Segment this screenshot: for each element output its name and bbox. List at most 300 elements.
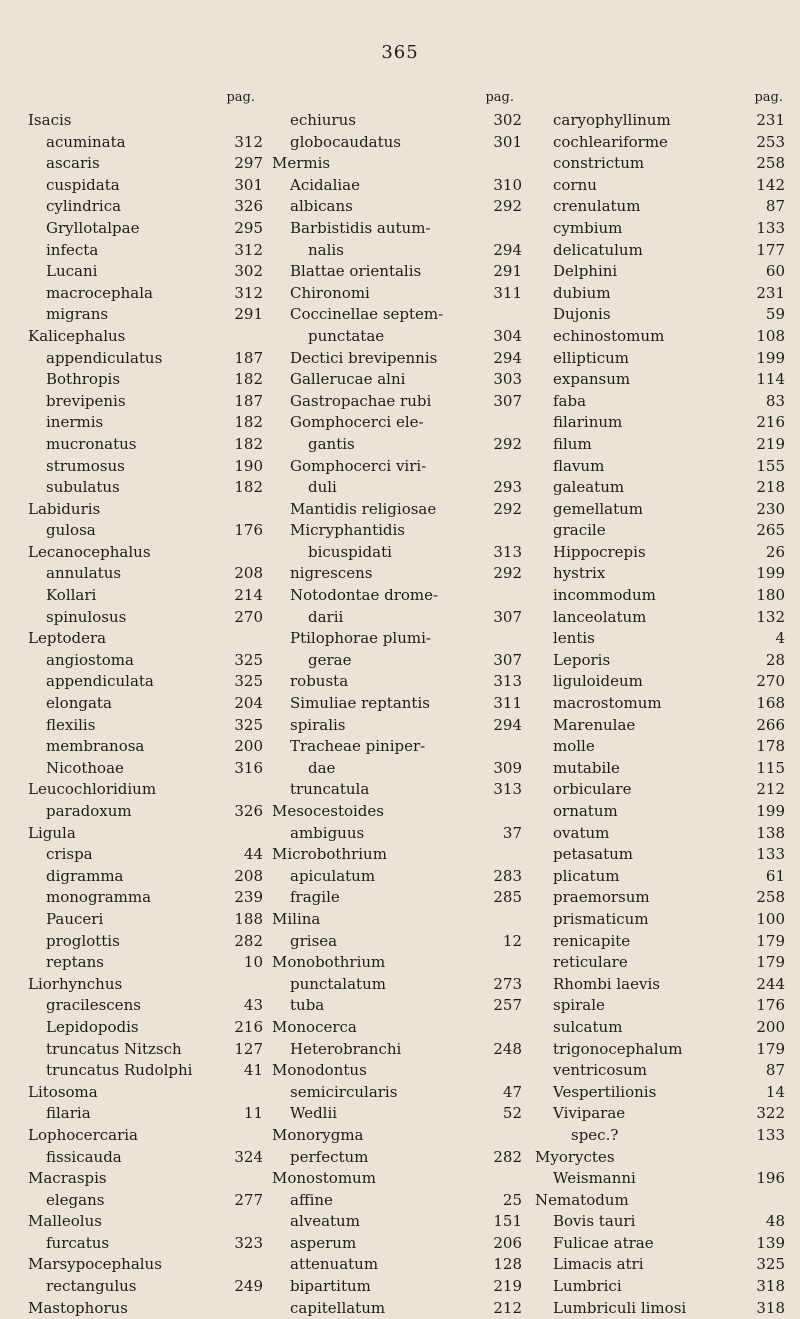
index-entry	[28, 563, 263, 585]
entry-page: 179	[756, 953, 785, 972]
entry-name: echinostomum	[553, 326, 665, 345]
index-entry	[28, 1276, 263, 1298]
entry-page: 4	[775, 629, 785, 648]
entry-name: angiostoma	[46, 650, 134, 669]
pag-header: pag.	[485, 90, 514, 105]
index-entry	[272, 1060, 522, 1082]
index-entry	[272, 499, 522, 521]
index-entry	[272, 671, 522, 693]
entry-name: Marenulae	[553, 715, 636, 734]
entry-page: 12	[502, 931, 522, 950]
index-entry	[272, 909, 522, 931]
entry-page: 239	[234, 888, 263, 907]
entry-name: Rhombi laevis	[553, 974, 660, 993]
pag-header: pag.	[754, 90, 783, 105]
entry-name: cylindrica	[46, 197, 122, 216]
index-entry	[272, 1168, 522, 1190]
entry-name: Delphini	[553, 262, 618, 281]
index-entry	[28, 240, 263, 262]
entry-name: Marsypocephalus	[28, 1255, 162, 1274]
entry-name: Dectici brevipennis	[290, 348, 438, 367]
index-entry	[28, 931, 263, 953]
entry-page: 100	[756, 909, 785, 928]
entry-page: 313	[493, 672, 522, 691]
entry-name: macrostomum	[553, 694, 662, 713]
entry-name: Fulicae atrae	[553, 1233, 654, 1252]
entry-name: elongata	[46, 694, 112, 713]
entry-name: punctatae	[308, 326, 385, 345]
index-entry	[28, 844, 263, 866]
entry-name: crispa	[46, 845, 93, 864]
index-entry	[272, 1125, 522, 1147]
entry-page: 115	[756, 758, 785, 777]
entry-name: cymbium	[553, 218, 623, 237]
entry-page: 297	[234, 154, 263, 173]
entry-name: Nematodum	[535, 1190, 629, 1209]
entry-name: flexilis	[46, 715, 96, 734]
entry-page: 310	[493, 175, 522, 194]
index-entry	[28, 218, 263, 240]
entry-name: Ptilophorae plumi-	[290, 629, 431, 648]
entry-name: Simuliae reptantis	[290, 694, 430, 713]
entry-page: 199	[756, 564, 785, 583]
entry-name: Limacis atri	[553, 1255, 644, 1274]
entry-name: appendiculatus	[46, 348, 163, 367]
index-entry	[28, 1190, 263, 1212]
entry-page: 133	[756, 845, 785, 864]
entry-page: 309	[493, 758, 522, 777]
entry-name: echiurus	[290, 111, 356, 129]
entry-name: Gomphocerci viri-	[290, 456, 427, 475]
index-entry	[535, 693, 785, 715]
entry-page: 155	[756, 456, 785, 475]
entry-name: grisea	[290, 931, 338, 950]
index-entry	[272, 974, 522, 996]
index-entry	[272, 153, 522, 175]
index-entry	[535, 650, 785, 672]
entry-page: 304	[493, 326, 522, 345]
entry-name: duli	[308, 478, 337, 497]
entry-page: 142	[756, 175, 785, 194]
index-entry	[272, 1017, 522, 1039]
index-entry	[535, 1276, 785, 1298]
entry-page: 244	[756, 974, 785, 993]
entry-page: 248	[493, 1039, 522, 1058]
index-entry	[272, 326, 522, 348]
entry-name: renicapite	[553, 931, 631, 950]
entry-page: 324	[234, 1147, 263, 1166]
entry-page: 303	[493, 370, 522, 389]
index-entry	[272, 887, 522, 909]
index-entry	[272, 563, 522, 585]
entry-page: 218	[756, 478, 785, 497]
entry-page: 196	[756, 1169, 785, 1188]
entry-name: crenulatum	[553, 197, 641, 216]
index-entry	[272, 1039, 522, 1061]
index-entry	[28, 1082, 263, 1104]
index-entry	[272, 304, 522, 326]
entry-name: Lophocercaria	[28, 1125, 138, 1144]
entry-name: darii	[308, 607, 344, 626]
index-entry	[28, 736, 263, 758]
entry-page: 295	[234, 218, 263, 237]
entry-name: spinulosus	[46, 607, 127, 626]
entry-name: Leucochloridium	[28, 780, 157, 799]
entry-page: 266	[756, 715, 785, 734]
index-entry	[272, 542, 522, 564]
entry-name: Hippocrepis	[553, 542, 646, 561]
index-entry	[272, 1211, 522, 1233]
entry-name: ovatum	[553, 823, 610, 842]
index-entry	[28, 369, 263, 391]
index-entry	[272, 1233, 522, 1255]
index-entry	[28, 952, 263, 974]
entry-name: digramma	[46, 866, 124, 885]
entry-page: 282	[493, 1147, 522, 1166]
entry-page: 187	[234, 348, 263, 367]
entry-page: 87	[765, 197, 785, 216]
entry-page: 307	[493, 650, 522, 669]
index-entry	[535, 887, 785, 909]
entry-page: 83	[765, 391, 785, 410]
entry-name: spiralis	[290, 715, 346, 734]
index-entry	[28, 261, 263, 283]
entry-name: petasatum	[553, 845, 634, 864]
entry-page: 219	[756, 434, 785, 453]
index-entry	[28, 542, 263, 564]
entry-name: dubium	[553, 283, 611, 302]
index-entry	[535, 1017, 785, 1039]
index-entry	[272, 628, 522, 650]
index-entry	[535, 1190, 785, 1212]
entry-page: 128	[493, 1255, 522, 1274]
entry-page: 48	[765, 1212, 785, 1231]
entry-name: punctalatum	[290, 974, 386, 993]
entry-name: Heterobranchi	[290, 1039, 402, 1058]
index-entry	[272, 520, 522, 542]
index-entry	[535, 283, 785, 305]
entry-name: perfectum	[290, 1147, 369, 1166]
entry-page: 313	[493, 542, 522, 561]
index-entry	[272, 240, 522, 262]
entry-name: ellipticum	[553, 348, 629, 367]
entry-page: 208	[234, 866, 263, 885]
entry-name: monogramma	[46, 888, 152, 907]
index-entry	[272, 952, 522, 974]
entry-name: incommodum	[553, 586, 656, 605]
index-entry	[28, 391, 263, 413]
entry-name: rectangulus	[46, 1277, 137, 1296]
entry-name: acuminata	[46, 132, 126, 151]
entry-name: Wedlii	[290, 1104, 338, 1123]
entry-name: Leporis	[553, 650, 611, 669]
index-entry	[535, 240, 785, 262]
index-entry	[28, 974, 263, 996]
entry-name: strumosus	[46, 456, 125, 475]
index-entry	[535, 1039, 785, 1061]
entry-name: inermis	[46, 413, 104, 432]
index-entry	[535, 1147, 785, 1169]
entry-name: Labiduris	[28, 499, 101, 518]
entry-name: orbiculare	[553, 780, 632, 799]
entry-name: Monocerca	[272, 1017, 357, 1036]
index-entry	[535, 326, 785, 348]
entry-page: 258	[756, 888, 785, 907]
entry-page: 25	[502, 1190, 522, 1209]
index-entry	[535, 866, 785, 888]
entry-page: 294	[493, 240, 522, 259]
entry-name: expansum	[553, 370, 631, 389]
index-entry	[272, 823, 522, 845]
entry-page: 313	[493, 780, 522, 799]
page-number: 365	[381, 42, 419, 63]
index-entry	[28, 175, 263, 197]
index-entry	[272, 1147, 522, 1169]
entry-page: 133	[756, 1125, 785, 1144]
index-entry	[272, 844, 522, 866]
index-entry	[28, 132, 263, 154]
index-entry	[535, 348, 785, 370]
entry-name: reticulare	[553, 953, 628, 972]
entry-name: Lucani	[46, 262, 98, 281]
entry-name: Kalicephalus	[28, 326, 126, 345]
entry-page: 43	[243, 996, 263, 1015]
entry-name: hystrix	[553, 564, 606, 583]
entry-page: 270	[234, 607, 263, 626]
entry-name: Leptodera	[28, 629, 107, 648]
index-entry	[535, 995, 785, 1017]
index-entry	[28, 110, 263, 132]
entry-page: 301	[493, 132, 522, 151]
index-entry	[28, 607, 263, 629]
pag-header: pag.	[226, 90, 255, 105]
index-entry	[28, 1233, 263, 1255]
entry-name: Gryllotalpae	[46, 218, 140, 237]
index-entry	[272, 348, 522, 370]
entry-page: 44	[243, 845, 263, 864]
index-entry	[535, 715, 785, 737]
index-entry	[535, 607, 785, 629]
entry-name: brevipenis	[46, 391, 126, 410]
index-entry	[272, 585, 522, 607]
entry-name: Microbothrium	[272, 845, 387, 864]
entry-name: trigonocephalum	[553, 1039, 683, 1058]
index-entry	[535, 132, 785, 154]
index-entry	[272, 801, 522, 823]
entry-name: Monobothrium	[272, 953, 386, 972]
index-entry	[535, 456, 785, 478]
entry-page: 127	[234, 1039, 263, 1058]
index-entry	[272, 1082, 522, 1104]
entry-name: nigrescens	[290, 564, 373, 583]
index-entry	[28, 671, 263, 693]
entry-page: 312	[234, 283, 263, 302]
entry-name: apiculatum	[290, 866, 376, 885]
index-entry	[28, 1060, 263, 1082]
entry-page: 325	[234, 715, 263, 734]
entry-page: 180	[756, 586, 785, 605]
index-entry	[272, 758, 522, 780]
index-entry	[272, 369, 522, 391]
entry-page: 182	[234, 434, 263, 453]
entry-page: 178	[756, 737, 785, 756]
entry-name: attenuatum	[290, 1255, 379, 1274]
index-entry	[272, 1254, 522, 1276]
entry-page: 133	[756, 218, 785, 237]
index-entry	[535, 736, 785, 758]
entry-name: Tracheae piniper-	[290, 737, 426, 756]
entry-name: liguloideum	[553, 672, 643, 691]
entry-page: 294	[493, 348, 522, 367]
index-entry	[535, 175, 785, 197]
entry-page: 14	[765, 1082, 785, 1101]
entry-page: 316	[234, 758, 263, 777]
entry-name: semicircularis	[290, 1082, 398, 1101]
entry-name: membranosa	[46, 737, 145, 756]
entry-page: 26	[765, 542, 785, 561]
entry-page: 187	[234, 391, 263, 410]
entry-page: 139	[756, 1233, 785, 1252]
index-entry	[535, 671, 785, 693]
index-entry	[535, 391, 785, 413]
entry-name: albicans	[290, 197, 353, 216]
entry-name: macrocephala	[46, 283, 153, 302]
entry-page: 326	[234, 197, 263, 216]
entry-page: 182	[234, 478, 263, 497]
entry-name: Liorhynchus	[28, 974, 123, 993]
index-entry	[272, 779, 522, 801]
index-entry	[535, 779, 785, 801]
entry-page: 28	[765, 650, 785, 669]
entry-name: Pauceri	[46, 909, 104, 928]
index-entry	[535, 1125, 785, 1147]
index-entry	[535, 585, 785, 607]
index-entry	[535, 909, 785, 931]
entry-name: affine	[290, 1190, 333, 1209]
index-entry	[535, 844, 785, 866]
entry-name: Monodontus	[272, 1061, 367, 1080]
entry-name: galeatum	[553, 478, 625, 497]
entry-name: Coccinellae septem-	[290, 305, 444, 324]
entry-page: 179	[756, 931, 785, 950]
entry-name: ventricosum	[553, 1061, 648, 1080]
entry-name: plicatum	[553, 866, 620, 885]
entry-name: ornatum	[553, 802, 618, 820]
index-entry	[272, 175, 522, 197]
entry-page: 216	[234, 1017, 263, 1036]
entry-page: 249	[234, 1277, 263, 1296]
index-entry	[535, 1060, 785, 1082]
entry-name: lanceolatum	[553, 607, 647, 626]
index-entry	[535, 931, 785, 953]
entry-page: 199	[756, 348, 785, 367]
entry-page: 230	[756, 499, 785, 518]
entry-name: truncatula	[290, 780, 370, 799]
entry-page: 302	[234, 262, 263, 281]
index-entry	[28, 196, 263, 218]
entry-name: Nicothoae	[46, 758, 124, 777]
entry-page: 291	[234, 305, 263, 324]
index-entry	[272, 110, 522, 132]
index-entry	[272, 132, 522, 154]
entry-name: Monorygma	[272, 1125, 364, 1144]
entry-name: dae	[308, 758, 336, 777]
index-entry	[28, 153, 263, 175]
index-entry	[272, 1190, 522, 1212]
entry-page: 285	[493, 888, 522, 907]
entry-page: 168	[756, 694, 785, 713]
entry-name: fissicauda	[46, 1147, 122, 1166]
entry-name: gracilescens	[46, 996, 141, 1015]
index-entry	[535, 801, 785, 823]
entry-name: Bovis tauri	[553, 1212, 636, 1231]
index-entry	[28, 866, 263, 888]
entry-name: Vespertilionis	[553, 1082, 657, 1101]
index-entry	[272, 607, 522, 629]
entry-page: 11	[243, 1104, 263, 1123]
index-entry	[28, 1254, 263, 1276]
entry-name: asperum	[290, 1233, 357, 1252]
index-entry	[28, 477, 263, 499]
entry-name: Acidaliae	[290, 175, 360, 194]
entry-page: 282	[234, 931, 263, 950]
entry-name: subulatus	[46, 478, 120, 497]
entry-name: Myoryctes	[535, 1147, 615, 1166]
index-entry	[272, 866, 522, 888]
entry-page: 114	[756, 370, 785, 389]
index-entry	[272, 477, 522, 499]
entry-page: 60	[765, 262, 785, 281]
entry-page: 10	[243, 953, 263, 972]
index-entry	[28, 434, 263, 456]
index-entry	[535, 1254, 785, 1276]
entry-name: bicuspidati	[308, 542, 392, 561]
index-entry	[535, 218, 785, 240]
entry-name: Chironomi	[290, 283, 370, 302]
entry-page: 87	[765, 1061, 785, 1080]
entry-page: 257	[493, 996, 522, 1015]
entry-page: 291	[493, 262, 522, 281]
index-entry	[28, 779, 263, 801]
entry-page: 61	[765, 866, 785, 885]
entry-name: Dujonis	[553, 305, 611, 324]
entry-page: 318	[756, 1298, 785, 1317]
entry-name: fragile	[290, 888, 340, 907]
index-entry	[28, 1147, 263, 1169]
entry-page: 200	[756, 1017, 785, 1036]
entry-page: 312	[234, 240, 263, 259]
entry-name: appendiculata	[46, 672, 154, 691]
index-entry	[272, 736, 522, 758]
entry-page: 258	[756, 154, 785, 173]
index-entry	[272, 1276, 522, 1298]
index-entry	[535, 499, 785, 521]
entry-name: ambiguus	[290, 823, 365, 842]
entry-page: 59	[765, 305, 785, 324]
index-entry	[272, 1298, 522, 1319]
entry-name: paradoxum	[46, 802, 132, 820]
entry-name: mutabile	[553, 758, 620, 777]
index-entry	[28, 456, 263, 478]
entry-page: 312	[234, 132, 263, 151]
entry-name: robusta	[290, 672, 349, 691]
entry-name: truncatus Nitzsch	[46, 1039, 182, 1058]
entry-page: 182	[234, 370, 263, 389]
index-entry	[535, 1233, 785, 1255]
entry-page: 208	[234, 564, 263, 583]
entry-page: 206	[493, 1233, 522, 1252]
entry-name: mucronatus	[46, 434, 137, 453]
